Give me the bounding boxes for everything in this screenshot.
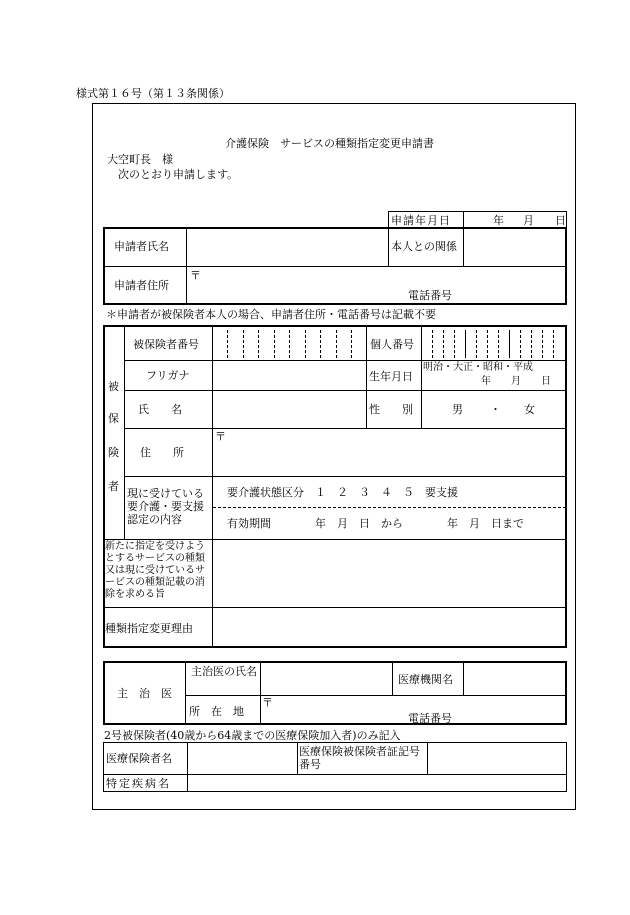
apply-date-day: 日 [555, 214, 566, 227]
insured-number-label: 被保険者番号 [133, 338, 199, 351]
applicant-relation-label: 本人との関係 [391, 240, 457, 253]
applicant-name-field[interactable] [187, 228, 387, 265]
insured-side-4: 者 [108, 480, 119, 493]
card-number-label: 医療保険被保険者証記号番号 [299, 745, 420, 771]
applicant-phone-label: 電話番号 [408, 289, 452, 302]
intro-text: 次のとおり申請します。 [118, 168, 239, 181]
card-number-field[interactable] [428, 743, 566, 773]
type2-note: 2号被保険者(40歳から64歳までの医療保険加入者)のみ記入 [104, 729, 401, 742]
form-number: 様式第１６号（第１３条関係） [76, 87, 230, 100]
insured-side-3: 険 [108, 446, 119, 459]
doctor-phone-label: 電話番号 [408, 712, 452, 725]
institution-label: 医療機関名 [398, 673, 453, 686]
insured-address-label: 住 所 [140, 446, 184, 459]
postal-mark: 〒 [190, 269, 201, 282]
service-request-field[interactable] [213, 540, 566, 606]
insured-name-field[interactable] [213, 391, 365, 427]
care-validity[interactable]: 有効期間 年 月 日 から 年 月 日まで [227, 517, 524, 530]
change-reason-label: 種類指定変更理由 [105, 622, 193, 635]
insured-side-2: 保 [108, 412, 119, 425]
disease-label: 特定疾病名 [106, 777, 171, 790]
insurer-field[interactable] [188, 743, 296, 773]
sex-male[interactable]: 男 [452, 403, 463, 416]
insured-postal-mark: 〒 [215, 430, 226, 443]
insured-name-label: 氏 名 [138, 403, 182, 416]
applicant-address-label: 申請者住所 [114, 279, 169, 292]
addressee: 大空町長 様 [107, 153, 173, 166]
apply-date-year: 年 [493, 214, 504, 227]
insured-side-1: 被 [108, 380, 119, 393]
apply-date-label: 申請年月日 [391, 214, 451, 227]
disease-field[interactable] [188, 775, 566, 791]
sex-female[interactable]: 女 [524, 403, 535, 416]
change-reason-field[interactable] [213, 608, 566, 647]
apply-date-month: 月 [523, 214, 534, 227]
page-title: 介護保険 サービスの種類指定変更申請書 [225, 137, 434, 150]
personal-number-field[interactable] [422, 327, 566, 359]
doctor-side-label: 主 治 医 [117, 687, 172, 700]
furigana-field[interactable] [213, 361, 365, 389]
doctor-postal-mark: 〒 [262, 696, 273, 709]
applicant-note: ＊申請者が被保険者本人の場合、申請者住所・電話番号は記載不要 [106, 308, 436, 321]
sex-separator: ・ [490, 403, 501, 416]
insured-number-field[interactable] [213, 327, 365, 359]
birth-ymd[interactable]: 年 月 日 [481, 376, 551, 387]
applicant-relation-field[interactable] [464, 228, 565, 265]
birth-label: 生年月日 [369, 370, 413, 383]
personal-number-label: 個人番号 [370, 338, 414, 351]
era-options[interactable]: 明治・大正・昭和・平成 [423, 362, 533, 373]
location-label: 所 在 地 [189, 705, 244, 718]
institution-field[interactable] [464, 662, 566, 694]
furigana-label: フリガナ [146, 369, 190, 382]
applicant-name-label: 申請者氏名 [114, 240, 169, 253]
care-label: 現に受けている要介護・要支援認定の内容 [127, 487, 204, 526]
sex-label: 性 別 [369, 403, 413, 416]
doctor-name-label: 主治医の氏名 [191, 665, 257, 678]
insured-address-field[interactable] [213, 429, 566, 475]
service-request-label: 新たに指定を受けようとするサービスの種類又は現に受けているサービスの種類記載の消除を求める旨 [105, 541, 205, 600]
applicant-address-field[interactable] [187, 267, 566, 304]
insurer-label: 医療保険者名 [106, 752, 172, 765]
care-category[interactable]: 要介護状態区分 １ ２ ３ ４ ５ 要支援 [227, 486, 458, 499]
doctor-name-field[interactable] [261, 662, 391, 694]
